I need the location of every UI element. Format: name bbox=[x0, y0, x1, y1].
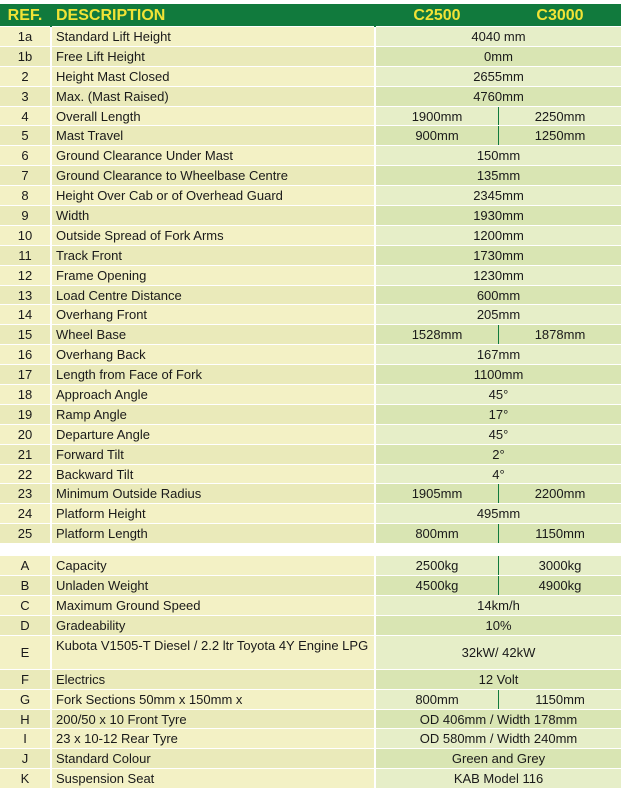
row-description: Frame Opening bbox=[52, 266, 374, 286]
row-values bbox=[376, 47, 621, 67]
row-description: Capacity bbox=[52, 556, 374, 576]
row-description: Ground Clearance to Wheelbase Centre bbox=[52, 166, 374, 186]
row-ref: C bbox=[0, 596, 50, 616]
table-row bbox=[0, 266, 621, 286]
row-description: Free Lift Height bbox=[52, 47, 374, 67]
row-value-c2500: 900mm bbox=[376, 126, 499, 145]
row-ref: 13 bbox=[0, 286, 50, 306]
row-value-c3000: 1150mm bbox=[535, 526, 585, 542]
row-ref: I bbox=[0, 729, 50, 749]
table-row bbox=[0, 576, 621, 596]
row-values bbox=[376, 504, 621, 524]
row-value-shared: OD 406mm / Width 178mm bbox=[419, 711, 578, 727]
row-value-c2500: 1900mm bbox=[376, 107, 499, 126]
table-row bbox=[0, 107, 621, 127]
row-ref: 14 bbox=[0, 305, 50, 325]
row-ref: 6 bbox=[0, 146, 50, 166]
table-row bbox=[0, 484, 621, 504]
row-value-shared: 32kW/ 42kW bbox=[461, 644, 536, 660]
table-row bbox=[0, 87, 621, 107]
row-description: Track Front bbox=[52, 246, 374, 266]
row-value-shared: 205mm bbox=[476, 307, 521, 323]
row-values bbox=[376, 636, 621, 670]
row-description: 200/50 x 10 Front Tyre bbox=[52, 710, 374, 730]
row-values bbox=[376, 286, 621, 306]
row-value-shared: 2° bbox=[492, 446, 505, 462]
row-value-shared: 1100mm bbox=[473, 367, 524, 383]
table-row bbox=[0, 465, 621, 485]
row-description: Ramp Angle bbox=[52, 405, 374, 425]
table-header bbox=[0, 4, 621, 27]
row-value-shared: KAB Model 116 bbox=[453, 771, 544, 787]
table-row bbox=[0, 749, 621, 769]
row-description: Width bbox=[52, 206, 374, 226]
row-value-shared: 1230mm bbox=[473, 267, 524, 283]
row-values bbox=[376, 710, 621, 730]
row-description: Length from Face of Fork bbox=[52, 365, 374, 385]
row-ref: 23 bbox=[0, 484, 50, 504]
row-ref: G bbox=[0, 690, 50, 710]
row-description: Height Over Cab or of Overhead Guard bbox=[52, 186, 374, 206]
row-description: Platform Length bbox=[52, 524, 374, 544]
row-values bbox=[376, 445, 621, 465]
row-values bbox=[376, 385, 621, 405]
row-value-c3000: 1878mm bbox=[534, 327, 586, 343]
row-value-c2500: 4500kg bbox=[376, 576, 499, 595]
table-row bbox=[0, 405, 621, 425]
row-description: Forward Tilt bbox=[52, 445, 374, 465]
row-ref: 25 bbox=[0, 524, 50, 544]
table-row bbox=[0, 690, 621, 710]
row-value-c3000: 2250mm bbox=[534, 108, 586, 124]
row-value-shared: 4° bbox=[492, 466, 505, 482]
row-ref: B bbox=[0, 576, 50, 596]
row-value-shared: 135mm bbox=[476, 168, 521, 184]
row-values bbox=[376, 484, 621, 504]
row-values bbox=[376, 616, 621, 636]
table-row bbox=[0, 226, 621, 246]
row-values bbox=[376, 246, 621, 266]
row-values bbox=[376, 186, 621, 206]
row-values bbox=[376, 576, 621, 596]
table-row bbox=[0, 67, 621, 87]
table-row bbox=[0, 126, 621, 146]
row-value-c3000: 3000kg bbox=[538, 558, 582, 574]
table-row bbox=[0, 47, 621, 67]
row-ref: 1b bbox=[0, 47, 50, 67]
row-ref: A bbox=[0, 556, 50, 576]
row-value-shared: OD 580mm / Width 240mm bbox=[419, 731, 578, 747]
header-description: DESCRIPTION bbox=[52, 4, 374, 27]
row-values bbox=[376, 107, 621, 127]
row-ref: 11 bbox=[0, 246, 50, 266]
row-description: Kubota V1505-T Diesel / 2.2 ltr Toyota 4Y Engine LPG bbox=[52, 636, 374, 670]
row-values bbox=[376, 27, 621, 47]
row-description: Load Centre Distance bbox=[52, 286, 374, 306]
row-values bbox=[376, 729, 621, 749]
row-value-shared: 495mm bbox=[476, 506, 521, 522]
row-ref: 12 bbox=[0, 266, 50, 286]
row-values bbox=[376, 206, 621, 226]
table-row bbox=[0, 425, 621, 445]
row-description: Fork Sections 50mm x 150mm x bbox=[52, 690, 374, 710]
row-values bbox=[376, 749, 621, 769]
row-ref: 21 bbox=[0, 445, 50, 465]
row-description: Minimum Outside Radius bbox=[52, 484, 374, 504]
row-value-shared: 1930mm bbox=[473, 208, 524, 224]
row-values bbox=[376, 146, 621, 166]
row-ref: 17 bbox=[0, 365, 50, 385]
row-values bbox=[376, 67, 621, 87]
row-values bbox=[376, 365, 621, 385]
row-description: Standard Lift Height bbox=[52, 27, 374, 47]
table-row bbox=[0, 186, 621, 206]
row-values bbox=[376, 425, 621, 445]
row-value-c2500: 1528mm bbox=[376, 325, 499, 344]
table-row bbox=[0, 365, 621, 385]
row-values bbox=[376, 166, 621, 186]
row-ref: E bbox=[0, 636, 50, 670]
table-row bbox=[0, 616, 621, 636]
row-description: Standard Colour bbox=[52, 749, 374, 769]
row-values bbox=[376, 405, 621, 425]
row-description: Overhang Back bbox=[52, 345, 374, 365]
row-values bbox=[376, 325, 621, 345]
table-row bbox=[0, 385, 621, 405]
table-row bbox=[0, 710, 621, 730]
row-ref: 19 bbox=[0, 405, 50, 425]
row-ref: 22 bbox=[0, 465, 50, 485]
row-value-c3000: 1250mm bbox=[534, 128, 586, 144]
row-value-shared: 600mm bbox=[476, 287, 521, 303]
row-value-shared: 0mm bbox=[484, 48, 513, 64]
row-value-shared: 45° bbox=[488, 387, 509, 403]
row-value-shared: 4040 mm bbox=[471, 29, 526, 44]
row-values bbox=[376, 690, 621, 710]
row-values bbox=[376, 266, 621, 286]
table-row bbox=[0, 325, 621, 345]
table-row bbox=[0, 445, 621, 465]
row-description: Overhang Front bbox=[52, 305, 374, 325]
row-value-c3000: 1150mm bbox=[535, 691, 585, 707]
row-value-shared: 2345mm bbox=[473, 188, 524, 204]
spec-table bbox=[0, 4, 621, 789]
row-ref: H bbox=[0, 710, 50, 730]
table-row bbox=[0, 769, 621, 789]
table-row bbox=[0, 556, 621, 576]
row-ref: 24 bbox=[0, 504, 50, 524]
row-value-shared: 2655mm bbox=[473, 68, 524, 84]
row-description: Maximum Ground Speed bbox=[52, 596, 374, 616]
table-row bbox=[0, 636, 621, 670]
row-description: Approach Angle bbox=[52, 385, 374, 405]
row-values bbox=[376, 556, 621, 576]
row-description: Gradeability bbox=[52, 616, 374, 636]
row-values bbox=[376, 345, 621, 365]
table-row bbox=[0, 27, 621, 47]
row-value-c2500: 800mm bbox=[376, 690, 499, 709]
row-description: Mast Travel bbox=[52, 126, 374, 146]
row-values bbox=[376, 305, 621, 325]
row-ref: 5 bbox=[0, 126, 50, 146]
row-description: Outside Spread of Fork Arms bbox=[52, 226, 374, 246]
row-description: Unladen Weight bbox=[52, 576, 374, 596]
row-ref: 8 bbox=[0, 186, 50, 206]
row-ref: 20 bbox=[0, 425, 50, 445]
row-values bbox=[376, 524, 621, 544]
row-values bbox=[376, 465, 621, 485]
row-value-shared: 1730mm bbox=[473, 247, 524, 263]
row-ref: 4 bbox=[0, 107, 50, 127]
table-row bbox=[0, 206, 621, 226]
row-value-c2500: 1905mm bbox=[376, 484, 499, 503]
row-ref: D bbox=[0, 616, 50, 636]
row-ref: K bbox=[0, 769, 50, 789]
row-value-shared: 45° bbox=[488, 426, 509, 442]
table-row bbox=[0, 596, 621, 616]
table-row bbox=[0, 670, 621, 690]
row-value-shared: 12 Volt bbox=[478, 671, 519, 687]
row-ref: 18 bbox=[0, 385, 50, 405]
row-description: Platform Height bbox=[52, 504, 374, 524]
row-value-c2500: 2500kg bbox=[376, 556, 499, 575]
row-value-shared: 17° bbox=[488, 406, 509, 422]
table-row bbox=[0, 246, 621, 266]
row-ref: 9 bbox=[0, 206, 50, 226]
row-value-c2500: 800mm bbox=[376, 524, 499, 543]
row-description: Wheel Base bbox=[52, 325, 374, 345]
row-description: Height Mast Closed bbox=[52, 67, 374, 87]
row-value-shared: 14km/h bbox=[477, 597, 520, 613]
row-ref: 16 bbox=[0, 345, 50, 365]
performance-rows bbox=[0, 556, 621, 789]
dimension-rows bbox=[0, 27, 621, 544]
row-value-shared: 1200mm bbox=[473, 227, 524, 243]
row-values bbox=[376, 596, 621, 616]
row-value-c3000: 2200mm bbox=[534, 486, 586, 502]
row-value-shared: 10% bbox=[485, 617, 512, 633]
row-description: Ground Clearance Under Mast bbox=[52, 146, 374, 166]
row-ref: 15 bbox=[0, 325, 50, 345]
row-ref: F bbox=[0, 670, 50, 690]
section-gap bbox=[0, 544, 621, 556]
row-description: Suspension Seat bbox=[52, 769, 374, 789]
row-value-shared: 150mm bbox=[476, 148, 521, 164]
table-row bbox=[0, 286, 621, 306]
row-ref: 2 bbox=[0, 67, 50, 87]
table-row bbox=[0, 305, 621, 325]
row-description: 23 x 10-12 Rear Tyre bbox=[52, 729, 374, 749]
row-values bbox=[376, 226, 621, 246]
table-row bbox=[0, 729, 621, 749]
row-value-c3000: 4900kg bbox=[538, 578, 582, 594]
row-ref: 1a bbox=[0, 27, 50, 47]
row-values bbox=[376, 126, 621, 146]
row-value-shared: Green and Grey bbox=[451, 751, 546, 767]
table-row bbox=[0, 345, 621, 365]
row-ref: J bbox=[0, 749, 50, 769]
row-values bbox=[376, 87, 621, 107]
row-ref: 3 bbox=[0, 87, 50, 107]
row-values bbox=[376, 670, 621, 690]
table-row bbox=[0, 146, 621, 166]
row-description: Departure Angle bbox=[52, 425, 374, 445]
row-value-shared: 167mm bbox=[476, 347, 521, 363]
header-ref: REF. bbox=[0, 4, 50, 27]
row-description: Backward Tilt bbox=[52, 465, 374, 485]
row-description: Max. (Mast Raised) bbox=[52, 87, 374, 107]
row-description: Electrics bbox=[52, 670, 374, 690]
table-row bbox=[0, 524, 621, 544]
header-c3000: C3000 bbox=[499, 4, 621, 26]
table-row bbox=[0, 166, 621, 186]
header-models bbox=[376, 4, 621, 27]
table-row bbox=[0, 504, 621, 524]
row-values bbox=[376, 769, 621, 789]
row-ref: 7 bbox=[0, 166, 50, 186]
row-ref: 10 bbox=[0, 226, 50, 246]
header-c2500: C2500 bbox=[376, 4, 499, 26]
row-value-shared: 4760mm bbox=[473, 88, 524, 104]
row-description: Overall Length bbox=[52, 107, 374, 127]
